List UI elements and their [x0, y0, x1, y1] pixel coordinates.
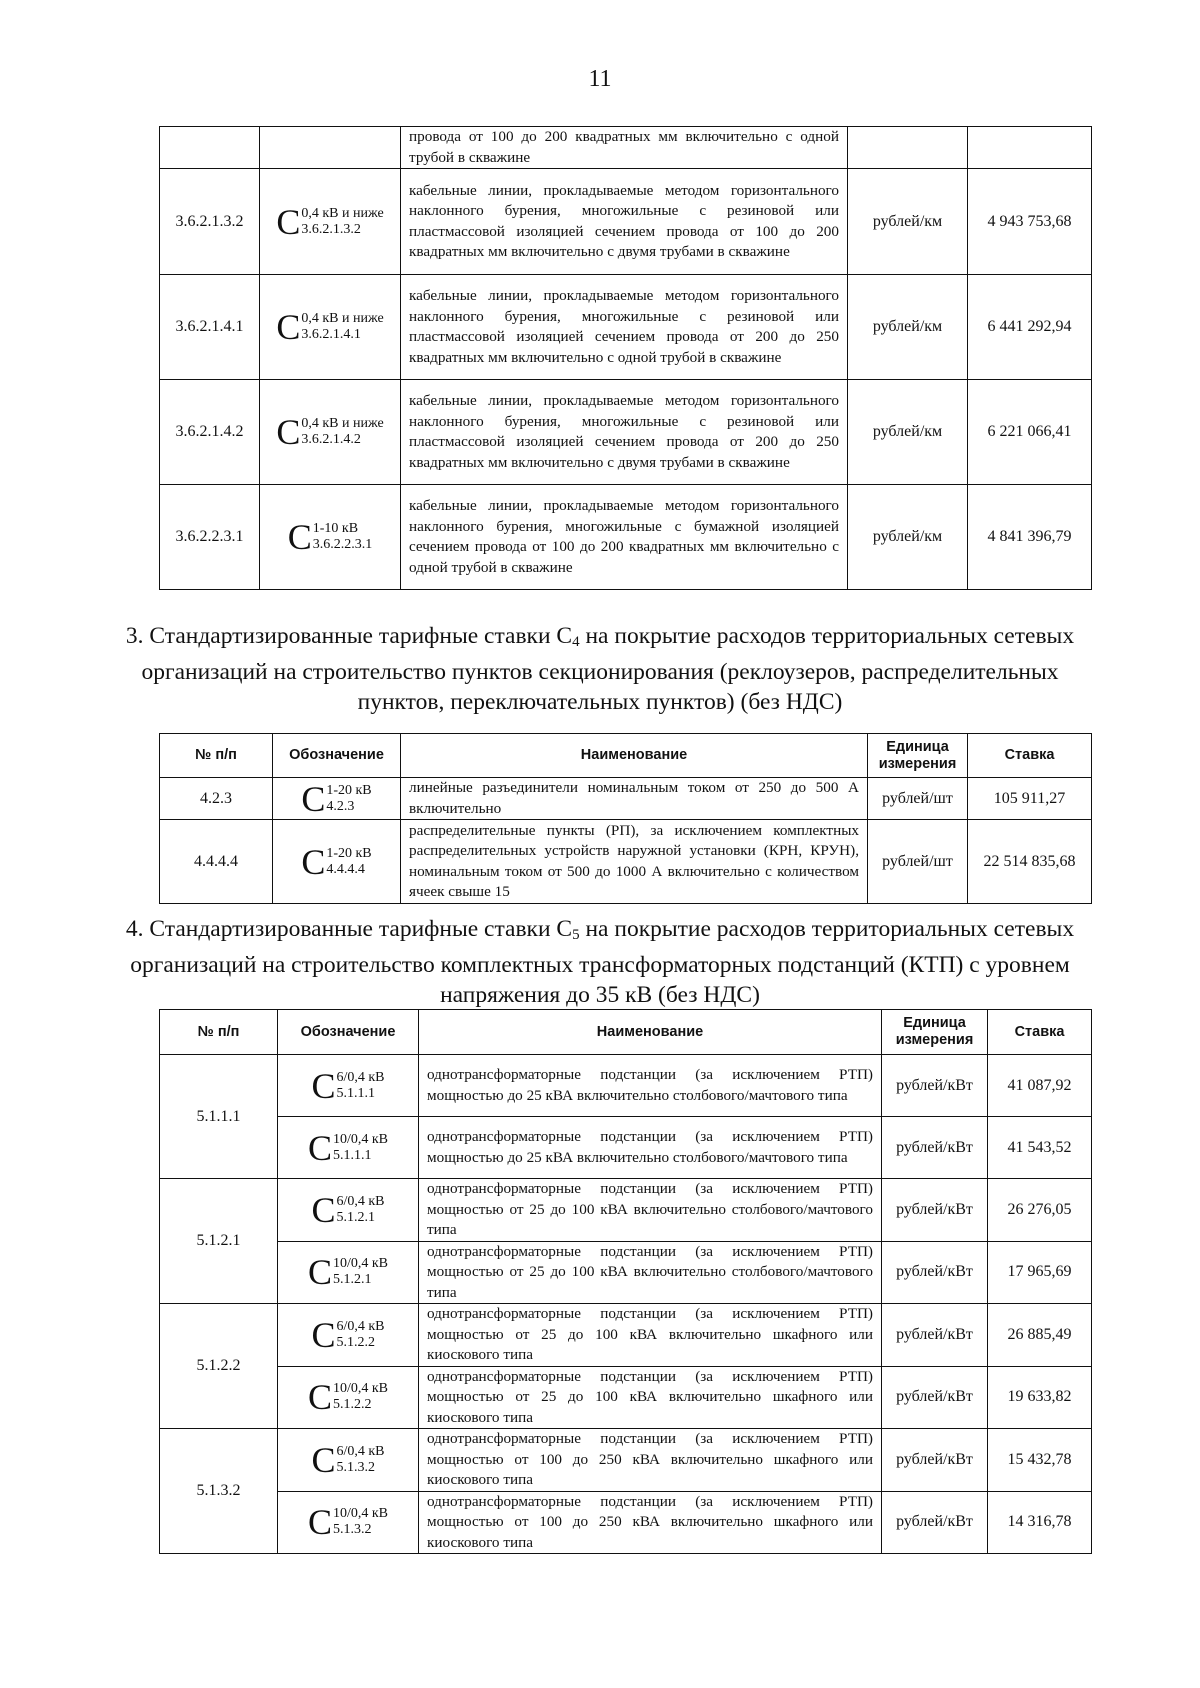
table-row — [160, 485, 1092, 590]
header-designation: Обозначение — [273, 734, 401, 778]
row-rate: 6 441 292,94 — [968, 275, 1092, 380]
row-name: однотрансформаторные подстанции (за исключением РТП) мощностью до 25 кВА включительно столбового/мачтового типа — [419, 1117, 882, 1179]
header-unit-line2: измерения — [878, 755, 957, 772]
row-unit: рублей/кВт — [882, 1117, 988, 1179]
symbol-voltage: 1-20 кВ — [326, 845, 372, 861]
symbol-voltage: 10/0,4 кВ — [332, 1381, 389, 1397]
row-unit: рублей/кВт — [882, 1055, 988, 1117]
row-name: кабельные линии, прокладываемые методом горизонтального наклонного бурения, многожильные с резиновой или пластмассовой изоляцией сечением провода от 200 до 250 квадратных мм включительно с двумя трубами в скважине — [401, 380, 848, 485]
symbol-index: 3.6.2.1.4.2 — [301, 432, 361, 447]
section-3-heading — [100, 621, 1100, 717]
row-unit: рублей/км — [848, 275, 968, 380]
row-unit: рублей/кВт — [882, 1241, 988, 1304]
row-designation — [278, 1241, 419, 1304]
table-header-row — [160, 734, 1092, 778]
row-rate: 4 841 396,79 — [968, 485, 1092, 590]
header-name: Наименование — [419, 1010, 882, 1055]
symbol-voltage: 1-10 кВ — [312, 521, 359, 536]
symbol-voltage: 10/0,4 кВ — [332, 1131, 389, 1147]
row-name: провода от 100 до 200 квадратных мм включительно с одной трубой в скважине — [401, 127, 848, 169]
table-row — [160, 1491, 1092, 1554]
row-code: 3.6.2.1.3.2 — [160, 169, 260, 275]
row-designation — [273, 820, 401, 904]
rate-symbol: C 0,4 кВ и ниже 3.6.2.1.4.1 — [276, 307, 384, 347]
row-unit: рублей/км — [848, 169, 968, 275]
rate-symbol: C 6/0,4 кВ 5.1.1.1 — [311, 1065, 385, 1106]
symbol-index: 5.1.1.1 — [336, 1085, 375, 1101]
row-designation — [278, 1179, 419, 1242]
row-unit: рублей/шт — [868, 820, 968, 904]
symbol-index: 5.1.3.2 — [336, 1459, 375, 1475]
table-row — [160, 1304, 1092, 1367]
row-name: однотрансформаторные подстанции (за исключением РТП) мощностью от 25 до 100 кВА включительно шкафного или киоскового типа — [419, 1304, 882, 1367]
header-name: Наименование — [401, 734, 868, 778]
row-unit: рублей/кВт — [882, 1304, 988, 1367]
header-rate: Ставка — [988, 1010, 1092, 1055]
rate-symbol: C 0,4 кВ и ниже 3.6.2.1.4.2 — [276, 412, 384, 452]
table-row — [160, 778, 1092, 820]
symbol-index: 5.1.2.2 — [336, 1334, 375, 1350]
header-num: № п/п — [160, 734, 273, 778]
symbol-index: 4.4.4.4 — [326, 861, 365, 877]
row-designation — [260, 127, 401, 169]
row-designation — [278, 1429, 419, 1492]
section-4-heading — [100, 914, 1100, 1010]
table-row — [160, 380, 1092, 485]
table-row — [160, 1429, 1092, 1492]
row-designation — [278, 1491, 419, 1554]
rate-symbol: C 10/0,4 кВ 5.1.2.1 — [307, 1252, 389, 1293]
row-designation — [260, 275, 401, 380]
row-unit: рублей/кВт — [882, 1179, 988, 1242]
table-row — [160, 1366, 1092, 1429]
table-row — [160, 275, 1092, 380]
row-unit: рублей/км — [848, 485, 968, 590]
row-designation — [260, 380, 401, 485]
header-unit-line2: измерения — [895, 1032, 974, 1048]
heading-subscript: 5 — [572, 927, 580, 943]
rate-symbol: C 1-10 кВ 3.6.2.2.3.1 — [287, 517, 373, 557]
row-unit: рублей/кВт — [882, 1491, 988, 1554]
row-rate: 26 885,49 — [988, 1304, 1092, 1367]
symbol-index: 4.2.3 — [326, 798, 355, 814]
symbol-voltage: 6/0,4 кВ — [336, 1069, 385, 1085]
row-name: однотрансформаторные подстанции (за исключением РТП) мощностью от 25 до 100 кВА включительно шкафного или киоскового типа — [419, 1366, 882, 1429]
row-designation — [278, 1366, 419, 1429]
symbol-index: 5.1.1.1 — [332, 1147, 372, 1163]
rate-symbol: C 10/0,4 кВ 5.1.3.2 — [307, 1502, 389, 1543]
row-code: 4.2.3 — [160, 778, 273, 820]
row-rate: 19 633,82 — [988, 1366, 1092, 1429]
row-rate: 17 965,69 — [988, 1241, 1092, 1304]
rate-symbol: C 10/0,4 кВ 5.1.1.1 — [307, 1127, 389, 1168]
symbol-index: 5.1.2.2 — [332, 1397, 372, 1413]
row-designation — [278, 1117, 419, 1179]
symbol-voltage: 0,4 кВ и ниже — [301, 416, 384, 431]
row-rate: 6 221 066,41 — [968, 380, 1092, 485]
row-name: кабельные линии, прокладываемые методом горизонтального наклонного бурения, многожильные с бумажной изоляцией сечением провода от 100 до 200 квадратных мм включительно с одной трубой в скважине — [401, 485, 848, 590]
row-rate: 22 514 835,68 — [968, 820, 1092, 904]
row-name: однотрансформаторные подстанции (за исключением РТП) мощностью от 100 до 250 кВА включительно шкафного или киоскового типа — [419, 1491, 882, 1554]
rate-symbol: C 1-20 кВ 4.2.3 — [301, 778, 372, 819]
table-row — [160, 1055, 1092, 1117]
group-code: 5.1.2.2 — [160, 1304, 278, 1429]
header-unit-line1: Единица — [886, 738, 949, 755]
row-rate: 4 943 753,68 — [968, 169, 1092, 275]
row-rate: 105 911,27 — [968, 778, 1092, 820]
row-rate: 41 543,52 — [988, 1117, 1092, 1179]
symbol-index: 3.6.2.1.4.1 — [301, 327, 361, 342]
row-name: однотрансформаторные подстанции (за исключением РТП) мощностью от 25 до 100 кВА включительно столбового/мачтового типа — [419, 1241, 882, 1304]
rate-symbol: C 6/0,4 кВ 5.1.3.2 — [311, 1439, 385, 1480]
page-number: 11 — [588, 66, 612, 92]
heading-text: на покрытие расходов территориальных сетевых организаций на строительство пунктов секционирования (реклоузеров, распределительных пунктов, переключательных пунктов) (без НДС) — [141, 623, 1075, 715]
heading-text: 4. Стандартизированные тарифные ставки С — [125, 916, 573, 942]
symbol-voltage: 6/0,4 кВ — [336, 1443, 385, 1459]
header-num: № п/п — [160, 1010, 278, 1055]
group-code: 5.1.1.1 — [160, 1055, 278, 1179]
rate-symbol: C 1-20 кВ 4.4.4.4 — [301, 841, 372, 882]
group-code: 5.1.2.1 — [160, 1179, 278, 1304]
row-unit: рублей/кВт — [882, 1366, 988, 1429]
row-rate: 15 432,78 — [988, 1429, 1092, 1492]
symbol-index: 5.1.2.1 — [332, 1272, 372, 1288]
table-row — [160, 1179, 1092, 1242]
row-name: однотрансформаторные подстанции (за исключением РТП) мощностью от 100 до 250 кВА включительно шкафного или киоскового типа — [419, 1429, 882, 1492]
symbol-voltage: 1-20 кВ — [326, 782, 372, 798]
row-designation — [273, 778, 401, 820]
row-name: однотрансформаторные подстанции (за исключением РТП) мощностью от 25 до 100 кВА включительно столбового/мачтового типа — [419, 1179, 882, 1242]
header-unit — [882, 1010, 988, 1055]
row-designation — [278, 1055, 419, 1117]
row-code — [160, 127, 260, 169]
row-name: однотрансформаторные подстанции (за исключением РТП) мощностью до 25 кВА включительно столбового/мачтового типа — [419, 1055, 882, 1117]
symbol-index: 3.6.2.2.3.1 — [312, 537, 373, 552]
row-unit: рублей/км — [848, 380, 968, 485]
symbol-index: 3.6.2.1.3.2 — [301, 221, 361, 237]
symbol-index: 5.1.3.2 — [332, 1522, 372, 1538]
row-rate — [968, 127, 1092, 169]
symbol-voltage: 6/0,4 кВ — [336, 1193, 385, 1209]
symbol-voltage: 6/0,4 кВ — [336, 1318, 385, 1334]
symbol-voltage: 10/0,4 кВ — [332, 1506, 389, 1522]
heading-subscript: 4 — [572, 634, 580, 650]
symbol-index: 5.1.2.1 — [336, 1209, 375, 1225]
row-unit — [848, 127, 968, 169]
table-row — [160, 1241, 1092, 1304]
row-rate: 14 316,78 — [988, 1491, 1092, 1554]
row-code: 4.4.4.4 — [160, 820, 273, 904]
row-name: кабельные линии, прокладываемые методом горизонтального наклонного бурения, многожильные с резиновой или пластмассовой изоляцией сечением провода от 200 до 250 квадратных мм включительно с одной трубой в скважине — [401, 275, 848, 380]
table-section-3 — [159, 733, 1092, 904]
heading-text: 3. Стандартизированные тарифные ставки С — [125, 623, 573, 649]
symbol-voltage: 0,4 кВ и ниже — [301, 311, 384, 326]
table-header-row — [160, 1010, 1092, 1055]
rate-symbol: C 6/0,4 кВ 5.1.2.2 — [311, 1314, 385, 1355]
row-designation — [260, 485, 401, 590]
header-unit — [868, 734, 968, 778]
row-name: линейные разъединители номинальным током от 250 до 500 А включительно — [401, 778, 868, 820]
table-row — [160, 127, 1092, 169]
row-code: 3.6.2.1.4.2 — [160, 380, 260, 485]
group-code: 5.1.3.2 — [160, 1429, 278, 1554]
rate-symbol: C 6/0,4 кВ 5.1.2.1 — [311, 1189, 385, 1230]
header-rate: Ставка — [968, 734, 1092, 778]
row-rate: 26 276,05 — [988, 1179, 1092, 1242]
row-code: 3.6.2.1.4.1 — [160, 275, 260, 380]
symbol-voltage: 10/0,4 кВ — [332, 1256, 389, 1272]
row-rate: 41 087,92 — [988, 1055, 1092, 1117]
table-row — [160, 169, 1092, 275]
table-row — [160, 820, 1092, 904]
row-code: 3.6.2.2.3.1 — [160, 485, 260, 590]
rate-symbol: C 10/0,4 кВ 5.1.2.2 — [307, 1377, 389, 1418]
row-name: кабельные линии, прокладываемые методом горизонтального наклонного бурения, многожильные с резиновой или пластмассовой изоляцией сечением провода от 100 до 200 квадратных мм включительно с двумя трубами в скважине — [401, 169, 848, 275]
header-unit-line1: Единица — [903, 1015, 966, 1031]
table-row — [160, 1117, 1092, 1179]
rate-symbol: C 0,4 кВ и ниже 3.6.2.1.3.2 — [276, 201, 384, 242]
row-unit: рублей/шт — [868, 778, 968, 820]
symbol-voltage: 0,4 кВ и ниже — [301, 205, 384, 221]
header-designation: Обозначение — [278, 1010, 419, 1055]
row-name: распределительные пункты (РП), за исключением комплектных распределительных устройств наружной установки (КРН, КРУН), номинальным током от 500 до 1000 А включительно с количеством ячеек свыше 15 — [401, 820, 868, 904]
row-unit: рублей/кВт — [882, 1429, 988, 1492]
table-section-2-continuation — [159, 126, 1092, 590]
row-designation — [278, 1304, 419, 1367]
row-designation — [260, 169, 401, 275]
table-section-4 — [159, 1009, 1092, 1554]
heading-text: на покрытие расходов территориальных сетевых организаций на строительство комплектных трансформаторных подстанций (КТП) с уровнем напряжения до 35 кВ (без НДС) — [130, 916, 1075, 1008]
